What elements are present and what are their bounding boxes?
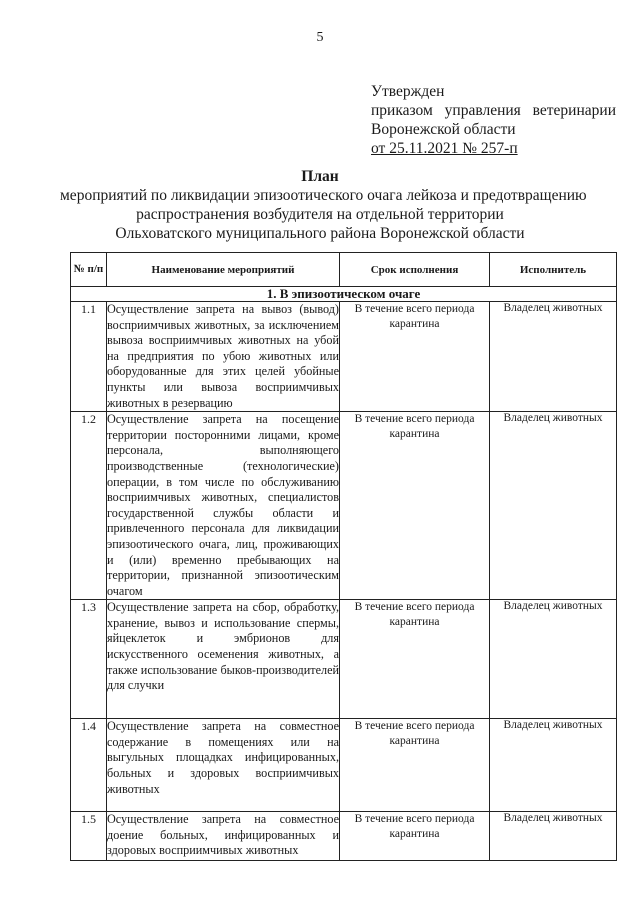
- row-description: [107, 719, 340, 812]
- row-description: [107, 302, 340, 412]
- row-term: В течение всего периода карантина: [340, 600, 490, 719]
- approval-line-order: приказом управления ветеринарии: [371, 102, 616, 119]
- subtitle-line-1: мероприятий по ликвидации эпизоотического очага лейкоза и предотвращению: [60, 187, 587, 204]
- approval-line-approved: Утвержден: [371, 83, 445, 100]
- approval-block: [371, 82, 616, 158]
- page-number: 5: [316, 30, 324, 45]
- row-executor: Владелец животных: [490, 719, 617, 812]
- row-description-text: Осуществление запрета на совместное содержание в помещениях или на выгульных площадках инфицированных, больных и здоровых восприимчивых животных: [107, 719, 339, 796]
- row-description-text: Осуществление запрета на вывоз (вывод) восприимчивых животных, за исключением вывоза восприимчивых животных на убой на предприятия по убою животных или оборудованные для этих целей убойные пункты или вывоза восприимчивых животных в резервацию: [107, 302, 339, 410]
- table-row: [71, 600, 617, 719]
- header-name: Наименование мероприятий: [107, 253, 340, 287]
- header-executor: Исполнитель: [490, 253, 617, 287]
- row-executor: Владелец животных: [490, 600, 617, 719]
- row-description: [107, 600, 340, 719]
- row-term: В течение всего периода карантина: [340, 412, 490, 600]
- row-description-text: Осуществление запрета на сбор, обработку, хранение, вывоз и использование спермы, яйцеклеток и эмбрионов для искусственного осеменения животных, а также использование быков-производителей для случки: [107, 600, 339, 693]
- table-row: [71, 719, 617, 812]
- subtitle-line-2: распространения возбудителя на отдельной территории: [136, 206, 504, 223]
- row-executor: Владелец животных: [490, 302, 617, 412]
- table-row: [71, 302, 617, 412]
- row-num: 1.5: [71, 812, 107, 861]
- table-header-row: [71, 253, 617, 287]
- approval-line-region: Воронежской области: [371, 121, 516, 138]
- document-title: План: [301, 168, 339, 185]
- subtitle-line-3: Ольховатского муниципального района Воронежской области: [115, 225, 525, 242]
- section-row: [71, 287, 617, 302]
- row-num: 1.2: [71, 412, 107, 600]
- row-num: 1.3: [71, 600, 107, 719]
- row-num: 1.4: [71, 719, 107, 812]
- row-term: В течение всего периода карантина: [340, 302, 490, 412]
- approval-line-date: от 25.11.2021 № 257-п: [371, 140, 518, 157]
- row-executor: Владелец животных: [490, 412, 617, 600]
- table-row: [71, 412, 617, 600]
- header-num: № п/п: [71, 253, 107, 287]
- document-subtitle: [60, 186, 587, 243]
- plan-table: [70, 252, 617, 861]
- row-term: В течение всего периода карантина: [340, 812, 490, 861]
- row-description: [107, 812, 340, 861]
- row-executor: Владелец животных: [490, 812, 617, 861]
- row-description: [107, 412, 340, 600]
- row-term: В течение всего периода карантина: [340, 719, 490, 812]
- header-term: Срок исполнения: [340, 253, 490, 287]
- section-title: 1. В эпизоотическом очаге: [71, 287, 617, 302]
- row-description-text: Осуществление запрета на посещение территории посторонними лицами, кроме персонала, выполняющего производственные (технологические) операции, в том числе по обслуживанию восприимчивых животных, специалистов государственной службы области и привлеченного персонала для ликвидации эпизоотического очага, лиц, проживающих и (или) временно пребывающих на территории, признанной эпизоотическим очагом: [107, 412, 339, 598]
- row-description-text: Осуществление запрета на совместное доение больных, инфицированных и здоровых восприимчивых животных: [107, 812, 339, 858]
- table-row: [71, 812, 617, 861]
- row-num: 1.1: [71, 302, 107, 412]
